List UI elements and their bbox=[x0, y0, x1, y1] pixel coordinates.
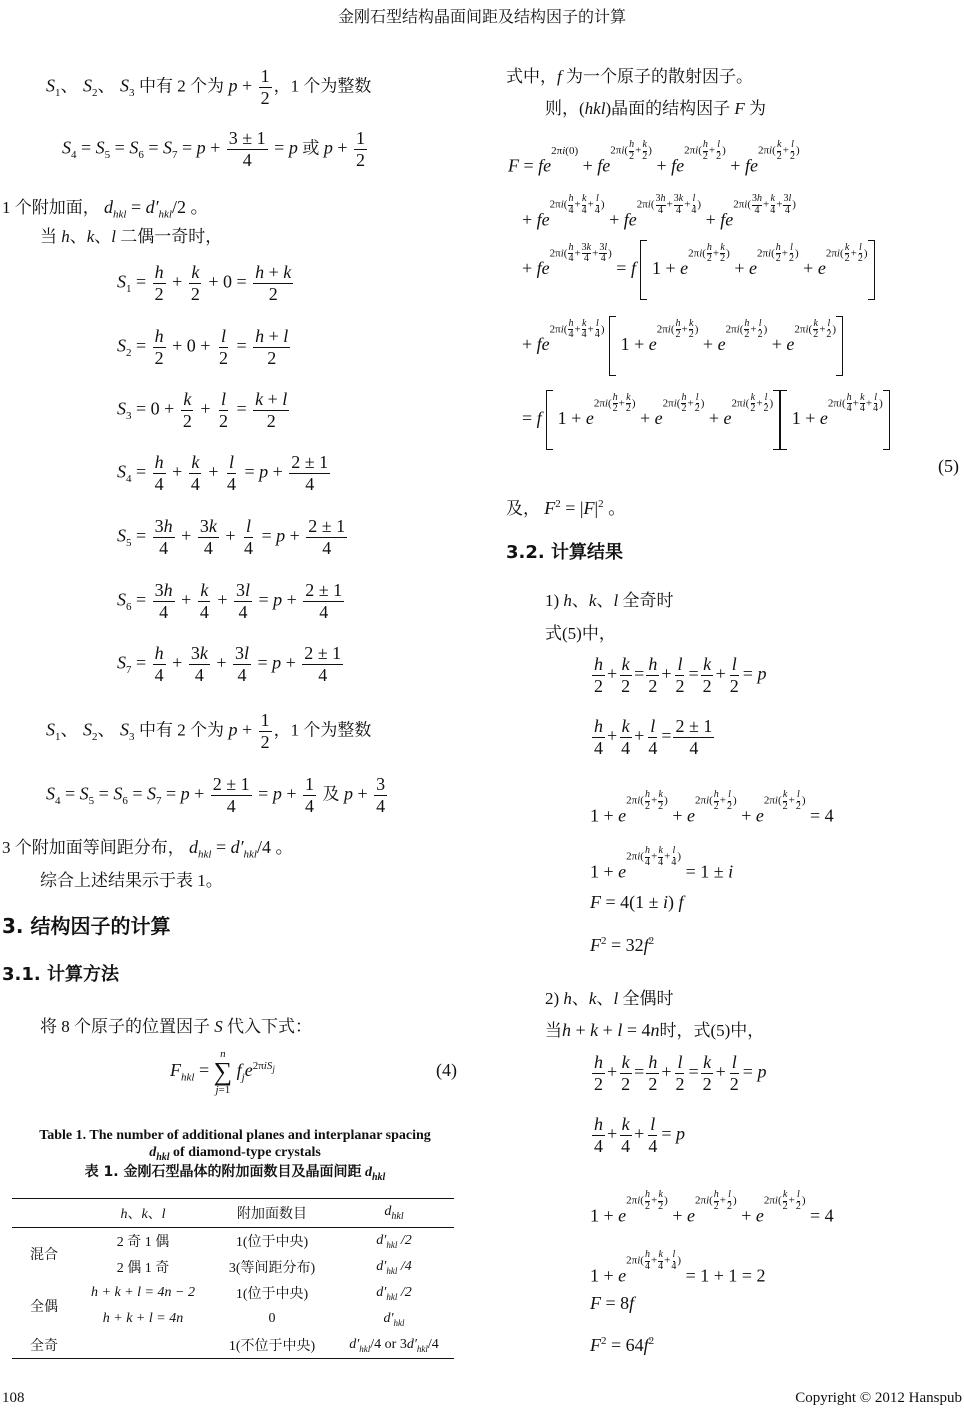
equation-s6: $S_6$ = $\frac{3h}{4}$ + $\frac{k}{4}$ + $\frac{3l}{4}$ = p + $\frac{2 \pm 1}{4}$ bbox=[117, 580, 343, 622]
case-1-sub: 式(5)中， bbox=[545, 624, 616, 643]
table-1 bbox=[12, 1198, 454, 1359]
case-1-title: 1) h、k、l 全奇时 bbox=[545, 591, 674, 610]
case-2-eq-6: $F^2 = 64f^2$ bbox=[590, 1335, 655, 1355]
method-text: 将 8 个原子的位置因子 S 代入下式： bbox=[40, 1017, 312, 1036]
running-header: 金刚石型结构晶面间距及结构因子的计算 bbox=[337, 9, 626, 26]
table-cell-group: 混合 bbox=[30, 1248, 58, 1263]
case-b-s123-statement: $S_1$、 $S_2$、 $S_3$ 中有 2 个为 p + $\frac{1}{2}$ ，1 个为整数 bbox=[46, 710, 372, 752]
case-2-eq-2: $\frac{h}{4}$ + $\frac{k}{4}$ + $\frac{l}{4}$ = p bbox=[594, 1114, 685, 1156]
summary-text: 综合上述结果示于表 1。 bbox=[40, 871, 223, 890]
equation-4-label: (4) bbox=[436, 1060, 457, 1080]
case-2-title: 2) h、k、l 全偶时 bbox=[545, 989, 674, 1008]
case-1-eq-3: 1 + e2πi( $\frac{h}{2}$ + $\frac{k}{2}$ ) + e2πi( $\frac{h}{2}$ + $\frac{l}{2}$ ) + e2πi( $\frac{k}{2}$ + $\frac{l}{2}$ ) = 4 bbox=[590, 789, 834, 826]
case-a-s4567-equation: $S_4 = S_5 = S_6 = S_7 = p$ + $\frac{3 \pm 1}{4}$ = p 或 p + $\frac{1}{2}$ bbox=[62, 128, 365, 170]
table-row: h + k + l = 4n 0 $d'_{hkl}$ bbox=[102, 1310, 405, 1328]
equation-5-line-4: + fe2πi( $\frac{h}{4}$ + $\frac{k}{4}$ + $\frac{l}{4}$ ) 1 + e2πi( $\frac{h}{2}$ + $\frac{k}{2}$ ) + e2πi( $\frac{h}{2}$ + $\frac{l}{2}$ ) + e2πi( $\frac{k}{2}$ + $\frac{l}{2}$ ) bbox=[522, 316, 843, 376]
table-row: 全偶 h + k + l = 4n − 2 1(位于中央) $d'_{hkl}$ /2 bbox=[12, 1280, 454, 1306]
case-1-eq-6: $F^2 = 32f^2$ bbox=[590, 935, 655, 955]
equation-5-line-3: + fe2πi( $\frac{h}{4}$ + $\frac{3k}{4}$ + $\frac{3l}{4}$ ) = f 1 + e2πi( $\frac{h}{2}$ + $\frac{k}{2}$ ) + e2πi( $\frac{h}{2}$ + $\frac{l}{2}$ ) + e2πi( $\frac{k}{2}$ + $\frac{l}{2}$ ) bbox=[522, 240, 875, 300]
F-squared-definition: 及， $F^2 = |F|^2$ 。 bbox=[506, 498, 627, 518]
table-header: h、k、l bbox=[76, 1199, 210, 1228]
case-1-eq-1: $\frac{h}{2}$ + $\frac{k}{2}$ = $\frac{h}{2}$ + $\frac{l}{2}$ = $\frac{k}{2}$ + $\frac{l}{2}$ = p bbox=[594, 654, 767, 696]
case-a-s123-statement: $S_1$、 $S_2$、 $S_3$ 中有 2 个为 p + $\frac{1}{2}$ ，1 个为整数 bbox=[46, 66, 372, 108]
equation-5-label: (5) bbox=[938, 456, 959, 476]
case-1-eq-5: F = 4(1 ± i) f bbox=[590, 892, 684, 912]
table-caption-en: Table 1. The number of additional planes and interplanar spacing $d_{hkl}$ of diamond-type crystals bbox=[39, 1128, 431, 1163]
equation-s5: $S_5$ = $\frac{3h}{4}$ + $\frac{3k}{4}$ + $\frac{l}{4}$ = p + $\frac{2 \pm 1}{4}$ bbox=[117, 516, 346, 558]
table-row: 混合 2 奇 1 偶 1(位于中央) $d'_{hkl}$ /2 bbox=[12, 1228, 454, 1255]
case-b-intro: 当 h、k、l 二偶一奇时， bbox=[40, 227, 223, 246]
section-3-2-heading: 3.2. 计算结果 bbox=[506, 542, 623, 563]
equation-s4: $S_4$ = $\frac{h}{4}$ + $\frac{k}{4}$ + $\frac{l}{4}$ = p + $\frac{2 \pm 1}{4}$ bbox=[117, 452, 329, 494]
equation-s7: $S_7$ = $\frac{h}{4}$ + $\frac{3k}{4}$ + $\frac{3l}{4}$ = p + $\frac{2 \pm 1}{4}$ bbox=[117, 643, 342, 685]
case-2-eq-3: 1 + e2πi( $\frac{h}{2}$ + $\frac{k}{2}$ ) + e2πi( $\frac{h}{2}$ + $\frac{l}{2}$ ) + e2πi( $\frac{k}{2}$ + $\frac{l}{2}$ ) = 4 bbox=[590, 1189, 834, 1226]
case-1-eq-2: $\frac{h}{4}$ + $\frac{k}{4}$ + $\frac{l}{4}$ = $\frac{2 \pm 1}{4}$ bbox=[594, 716, 713, 758]
equation-s3: $S_3 = 0$ + $\frac{k}{2}$ + $\frac{l}{2}$ = $\frac{k + l}{2}$ bbox=[117, 389, 288, 431]
case-2-eq-4: 1 + e2πi( $\frac{h}{4}$ + $\frac{k}{4}$ + $\frac{l}{4}$ ) = 1 + 1 = 2 bbox=[590, 1249, 766, 1286]
table-cell-group: 全偶 bbox=[30, 1300, 58, 1315]
case-a-result: 1 个附加面， $d_{hkl} = d'_{hkl}/2$ 。 bbox=[2, 197, 209, 221]
equation-4: $F_{hkl}$ = n ∑ j=1 $f_je^{2\pi iS_j}$ bbox=[170, 1048, 275, 1096]
section-3-heading: 3. 结构因子的计算 bbox=[2, 914, 171, 938]
intro-F-text: 则，(hkl)晶面的结构因子 F 为 bbox=[545, 99, 767, 118]
case-2-eq-5: F = 8f bbox=[590, 1293, 635, 1313]
page-number: 108 bbox=[2, 1390, 25, 1406]
case-2-eq-1: $\frac{h}{2}$ + $\frac{k}{2}$ = $\frac{h}{2}$ + $\frac{l}{2}$ = $\frac{k}{2}$ + $\frac{l}{2}$ = p bbox=[594, 1052, 767, 1094]
table-row: 2 偶 1 奇 3(等间距分布) $d'_{hkl}$ /4 bbox=[116, 1258, 412, 1276]
case-b-s4567-equation: $S_4 = S_5 = S_6 = S_7 = p$ + $\frac{2 \pm 1}{4}$ = p + $\frac{1}{4}$ 及 p + $\frac{3}{4}$ bbox=[46, 774, 386, 816]
case-2-condition: 当h + k + l = 4n时，式(5)中， bbox=[545, 1020, 765, 1040]
table-row: 全奇 1(不位于中央) $d'_{hkl}/4$ or $3d'_{hkl}/4$ bbox=[12, 1332, 454, 1359]
equation-s2: $S_2$ = $\frac{h}{2}$ + 0 + $\frac{l}{2}$ = $\frac{h + l}{2}$ bbox=[117, 326, 289, 368]
equation-s1: $S_1$ = $\frac{h}{2}$ + $\frac{k}{2}$ + 0 = $\frac{h + k}{2}$ bbox=[117, 262, 292, 304]
copyright: Copyright © 2012 Hanspub bbox=[795, 1390, 962, 1406]
table-header: $d_{hkl}$ bbox=[334, 1199, 454, 1228]
table-caption-zh: 表 1. 金刚石型晶体的附加面数目及晶面间距 $d_{hkl}$ bbox=[84, 1164, 386, 1183]
equation-5-line-5: = f 1 + e2πi( $\frac{h}{2}$ + $\frac{k}{2}$ ) + e2πi( $\frac{h}{2}$ + $\frac{l}{2}$ ) + e2πi( $\frac{k}{2}$ + $\frac{l}{2}$ ) 1 + e2πi( $\frac{h}{4}$ + $\frac{k}{4}$ + $\frac{l}{4}$ ) bbox=[522, 390, 890, 450]
section-3-1-heading: 3.1. 计算方法 bbox=[2, 964, 119, 985]
case-b-result: 3 个附加面等间距分布， $d_{hkl} = d'_{hkl}/4$ 。 bbox=[2, 837, 294, 861]
equation-5-line-2: + fe2πi( $\frac{h}{4}$ + $\frac{k}{4}$ + $\frac{l}{4}$ ) + fe2πi( $\frac{3h}{4}$ + $\frac{3k}{4}$ + $\frac{l}{4}$ ) + fe2πi( $\frac{3h}{4}$ + $\frac{k}{4}$ + $\frac{3l}{4}$ ) bbox=[522, 193, 796, 230]
table-header-row bbox=[12, 1199, 454, 1228]
equation-5-line-1: F = fe2πi(0) + fe2πi( $\frac{h}{2}$ + $\frac{k}{2}$ ) + fe2πi( $\frac{h}{2}$ + $\frac{l}{2}$ ) + fe2πi( $\frac{k}{2}$ + $\frac{l}{2}$ ) bbox=[508, 139, 800, 176]
case-1-eq-4: 1 + e2πi( $\frac{h}{4}$ + $\frac{k}{4}$ + $\frac{l}{4}$ ) = 1 ± i bbox=[590, 845, 734, 882]
table-header: 附加面数目 bbox=[210, 1199, 334, 1228]
intro-f-text: 式中，f 为一个原子的散射因子。 bbox=[506, 67, 753, 86]
